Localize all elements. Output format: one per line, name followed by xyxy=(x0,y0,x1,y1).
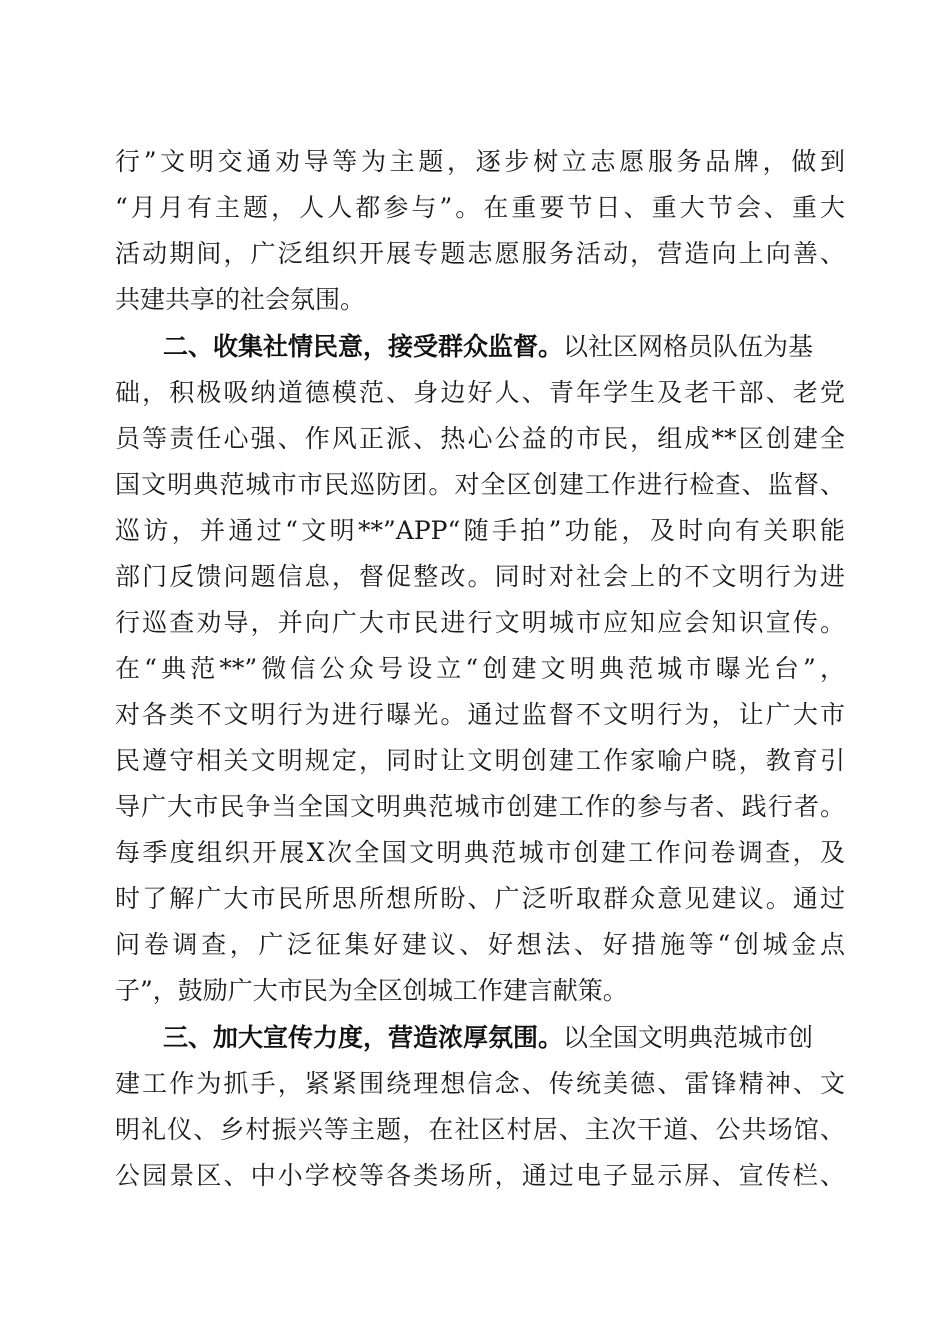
paragraph-line: 问卷调查，广泛征集好建议、好想法、好措施等“创城金点 xyxy=(115,930,845,959)
paragraph-line: 时了解广大市民所思所想所盼、广泛听取群众意见建议。通过 xyxy=(115,884,845,913)
paragraph-line: 行巡查劝导，并向广大市民进行文明城市应知应会知识宣传。 xyxy=(115,608,845,637)
paragraph-line: 建工作为抓手，紧紧围绕理想信念、传统美德、雷锋精神、文 xyxy=(115,1069,845,1098)
section-heading-line xyxy=(163,1018,845,1058)
section-heading: 二、收集社情民意，接受群众监督。 xyxy=(163,332,564,361)
paragraph-line: 在“典范**”微信公众号设立“创建文明典范城市曝光台”， xyxy=(115,654,845,683)
paragraph-line: 共建共享的社会氛围。 xyxy=(115,285,366,314)
section-heading-rest: 以全国文明典范城市创 xyxy=(563,1023,814,1052)
paragraph-line: 导广大市民争当全国文明典范城市创建工作的参与者、践行者。 xyxy=(115,792,845,821)
paragraph-line: 部门反馈问题信息，督促整改。同时对社会上的不文明行为进 xyxy=(115,562,845,591)
paragraph-line: 子”，鼓励广大市民为全区创城工作建言献策。 xyxy=(115,976,628,1005)
paragraph-line: 员等责任心强、作风正派、热心公益的市民，组成**区创建全 xyxy=(115,424,845,453)
section-heading-line xyxy=(163,327,845,367)
paragraph-line: “月月有主题，人人都参与”。在重要节日、重大节会、重大 xyxy=(115,193,845,222)
paragraph-line: 对各类不文明行为进行曝光。通过监督不文明行为，让广大市 xyxy=(115,700,845,729)
section-heading-rest: 以社区网格员队伍为基 xyxy=(563,332,814,361)
paragraph-line: 巡访，并通过“文明**”APP“随手拍”功能，及时向有关职能 xyxy=(115,516,845,545)
paragraph-line: 每季度组织开展X次全国文明典范城市创建工作问卷调查，及 xyxy=(115,838,845,867)
paragraph-line: 明礼仪、乡村振兴等主题，在社区村居、主次干道、公共场馆、 xyxy=(115,1115,845,1144)
paragraph-line: 行”文明交通劝导等为主题，逐步树立志愿服务品牌，做到 xyxy=(115,147,845,176)
paragraph-line: 公园景区、中小学校等各类场所，通过电子显示屏、宣传栏、 xyxy=(115,1161,845,1190)
paragraph-line: 活动期间，广泛组织开展专题志愿服务活动，营造向上向善、 xyxy=(115,239,845,268)
section-heading: 三、加大宣传力度，营造浓厚氛围。 xyxy=(163,1023,564,1052)
paragraph-line: 国文明典范城市市民巡防团。对全区创建工作进行检查、监督、 xyxy=(115,470,845,499)
paragraph-line: 础，积极吸纳道德模范、身边好人、青年学生及老干部、老党 xyxy=(115,378,845,407)
paragraph-line: 民遵守相关文明规定，同时让文明创建工作家喻户晓，教育引 xyxy=(115,746,845,775)
